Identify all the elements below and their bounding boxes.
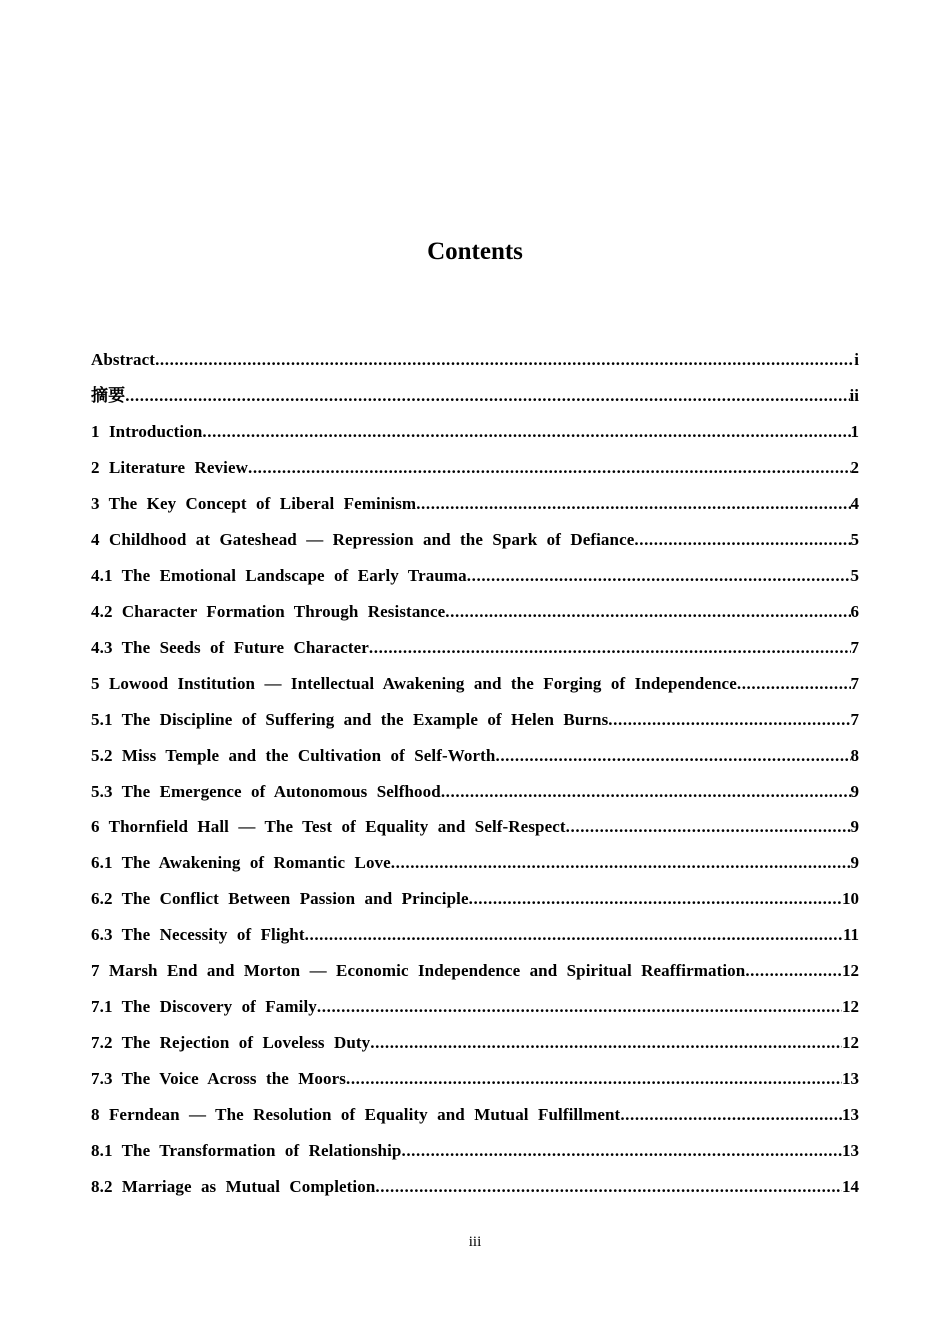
toc-entry-page: 12 (842, 961, 859, 980)
toc-entry-label: 7 Marsh End and Morton — Economic Independence and Spiritual Reaffirmation (91, 961, 746, 980)
toc-leader (566, 809, 851, 845)
page-title: Contents (427, 238, 523, 265)
toc-entry-section-6-2[interactable] (91, 881, 859, 917)
toc-entry-label: 5.3 The Emergence of Autonomous Selfhood (91, 782, 441, 801)
toc-leader (737, 666, 851, 702)
toc-entry-abstract[interactable] (91, 342, 859, 378)
toc-entry-page: 9 (850, 782, 859, 801)
toc-entry-section-6-3[interactable] (91, 917, 859, 953)
toc-entry-section-4-3[interactable] (91, 630, 859, 666)
toc-leader (317, 989, 842, 1025)
toc-leader (370, 1025, 842, 1061)
toc-entry-label: 2 Literature Review (91, 458, 248, 477)
toc-entry-section-8-2[interactable] (91, 1169, 859, 1205)
toc-entry-label: 4.1 The Emotional Landscape of Early Trauma (91, 566, 467, 585)
toc-entry-page: 6 (850, 602, 859, 621)
toc-leader (155, 342, 854, 378)
toc-leader (634, 522, 850, 558)
toc-entry-page: 11 (842, 925, 859, 944)
toc-entry-page: ii (849, 386, 859, 405)
toc-entry-section-7-3[interactable] (91, 1061, 859, 1097)
toc-entry-label: 4.2 Character Formation Through Resistance (91, 602, 446, 621)
toc-entry-page: 13 (842, 1141, 859, 1160)
toc-entry-chinese-abstract[interactable] (91, 378, 859, 414)
toc-leader (202, 414, 850, 450)
toc-entry-page: 7 (850, 710, 859, 729)
toc-entry-section-6-1[interactable] (91, 845, 859, 881)
toc-entry-section-5-3[interactable] (91, 774, 859, 809)
toc-entry-label: 7.1 The Discovery of Family (91, 997, 317, 1016)
toc-entry-page: 9 (850, 817, 859, 836)
toc-leader (745, 953, 842, 989)
toc-entry-section-8-1[interactable] (91, 1133, 859, 1169)
toc-entry-chapter-8[interactable] (91, 1097, 859, 1133)
toc-entry-page: 5 (850, 530, 859, 549)
toc-entry-chapter-3[interactable] (91, 486, 859, 522)
toc-entry-label: Abstract (91, 350, 156, 369)
toc-entry-page: 1 (850, 422, 859, 441)
toc-entry-page: 5 (850, 566, 859, 585)
toc-entry-label: 7.2 The Rejection of Loveless Duty (91, 1033, 371, 1052)
toc-entry-page: 7 (850, 674, 859, 693)
page-number: iii (468, 1234, 482, 1250)
toc-entry-page: 8 (850, 746, 859, 765)
toc-leader (391, 845, 851, 881)
toc-entry-page: 12 (842, 1033, 859, 1052)
toc-entry-label: 8.2 Marriage as Mutual Completion (91, 1177, 376, 1196)
toc-entry-label: 5.1 The Discipline of Suffering and the Example of Helen Burns (91, 710, 609, 729)
table-of-contents (91, 342, 859, 1205)
toc-entry-label: 摘要 (91, 386, 126, 405)
toc-entry-section-7-1[interactable] (91, 989, 859, 1025)
toc-entry-page: 7 (850, 638, 859, 657)
toc-entry-page: 14 (842, 1177, 859, 1196)
toc-entry-section-4-1[interactable] (91, 558, 859, 594)
toc-entry-chapter-7[interactable] (91, 953, 859, 989)
toc-entry-page: 4 (850, 494, 859, 513)
toc-entry-page: 9 (850, 853, 859, 872)
toc-leader (375, 1169, 842, 1205)
toc-entry-label: 8.1 The Transformation of Relationship (91, 1141, 402, 1160)
toc-entry-label: 5.2 Miss Temple and the Cultivation of Self-Worth (91, 746, 496, 765)
toc-entry-label: 5 Lowood Institution — Intellectual Awakening and the Forging of Independence (91, 674, 737, 693)
toc-leader (248, 450, 851, 486)
toc-entry-section-5-2[interactable] (91, 738, 859, 774)
toc-leader (401, 1133, 842, 1169)
toc-leader (305, 917, 843, 953)
toc-leader (620, 1097, 842, 1133)
toc-entry-chapter-2[interactable] (91, 450, 859, 486)
toc-entry-chapter-6[interactable] (91, 809, 859, 845)
toc-entry-label: 6.2 The Conflict Between Passion and Principle (91, 889, 469, 908)
toc-entry-label: 1 Introduction (91, 422, 203, 441)
toc-leader (467, 558, 851, 594)
toc-entry-label: 3 The Key Concept of Liberal Feminism (91, 494, 417, 513)
toc-entry-page: 10 (842, 889, 859, 908)
toc-entry-page: 13 (842, 1105, 859, 1124)
toc-leader (445, 594, 850, 630)
toc-entry-page: i (854, 350, 859, 369)
toc-leader (441, 774, 851, 809)
toc-entry-page: 13 (842, 1069, 859, 1088)
toc-entry-label: 4.3 The Seeds of Future Character (91, 638, 369, 657)
toc-leader (469, 881, 842, 917)
toc-entry-label: 6.1 The Awakening of Romantic Love (91, 853, 391, 872)
toc-entry-section-7-2[interactable] (91, 1025, 859, 1061)
toc-entry-label: 7.3 The Voice Across the Moors (91, 1069, 346, 1088)
toc-leader (495, 738, 850, 774)
toc-entry-chapter-5[interactable] (91, 666, 859, 702)
toc-leader (346, 1061, 842, 1097)
toc-leader (369, 630, 851, 666)
toc-entry-label: 4 Childhood at Gateshead — Repression and the Spark of Defiance (91, 530, 635, 549)
toc-entry-chapter-1[interactable] (91, 414, 859, 450)
toc-entry-page: 12 (842, 997, 859, 1016)
toc-entry-chapter-4[interactable] (91, 522, 859, 558)
toc-leader (416, 486, 850, 522)
toc-leader (125, 378, 849, 414)
toc-entry-label: 6.3 The Necessity of Flight (91, 925, 305, 944)
toc-leader (608, 702, 850, 738)
toc-entry-label: 8 Ferndean — The Resolution of Equality and Mutual Fulfillment (91, 1105, 621, 1124)
toc-entry-section-5-1[interactable] (91, 702, 859, 738)
toc-entry-page: 2 (850, 458, 859, 477)
toc-entry-label: 6 Thornfield Hall — The Test of Equality and Self-Respect (91, 817, 566, 836)
toc-entry-section-4-2[interactable] (91, 594, 859, 630)
